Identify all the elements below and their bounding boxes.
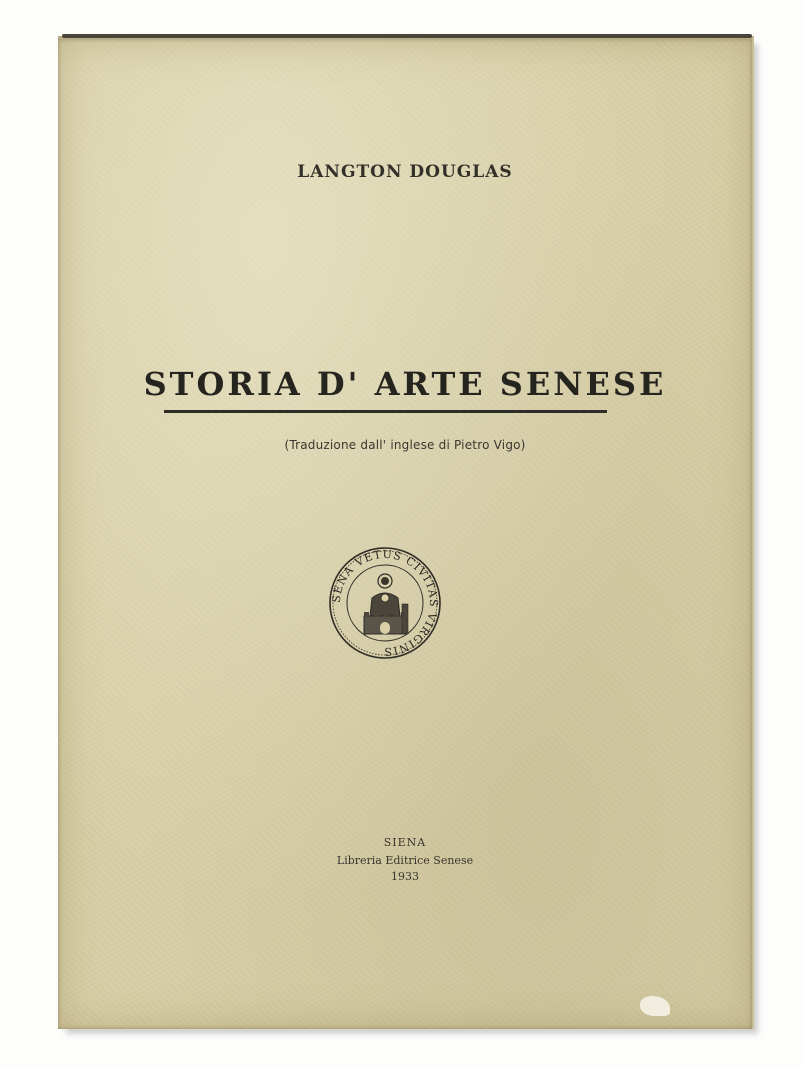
seal-inscription: SENA VETUS CIVITAS VIRGINIS bbox=[329, 547, 441, 659]
book-subtitle: (Traduzione dall' inglese di Pietro Vigo) bbox=[284, 438, 526, 452]
imprint-year: 1933 bbox=[391, 870, 419, 883]
siena-seal-emblem bbox=[328, 546, 442, 660]
imprint-city: SIENA bbox=[383, 836, 427, 849]
imprint-publisher: Libreria Editrice Senese bbox=[336, 854, 474, 867]
title-underline bbox=[164, 410, 607, 413]
book-title: STORIA D' ARTE SENESE bbox=[143, 365, 667, 403]
author-name: LANGTON DOUGLAS bbox=[297, 162, 513, 182]
book-spine-edge bbox=[62, 34, 752, 38]
